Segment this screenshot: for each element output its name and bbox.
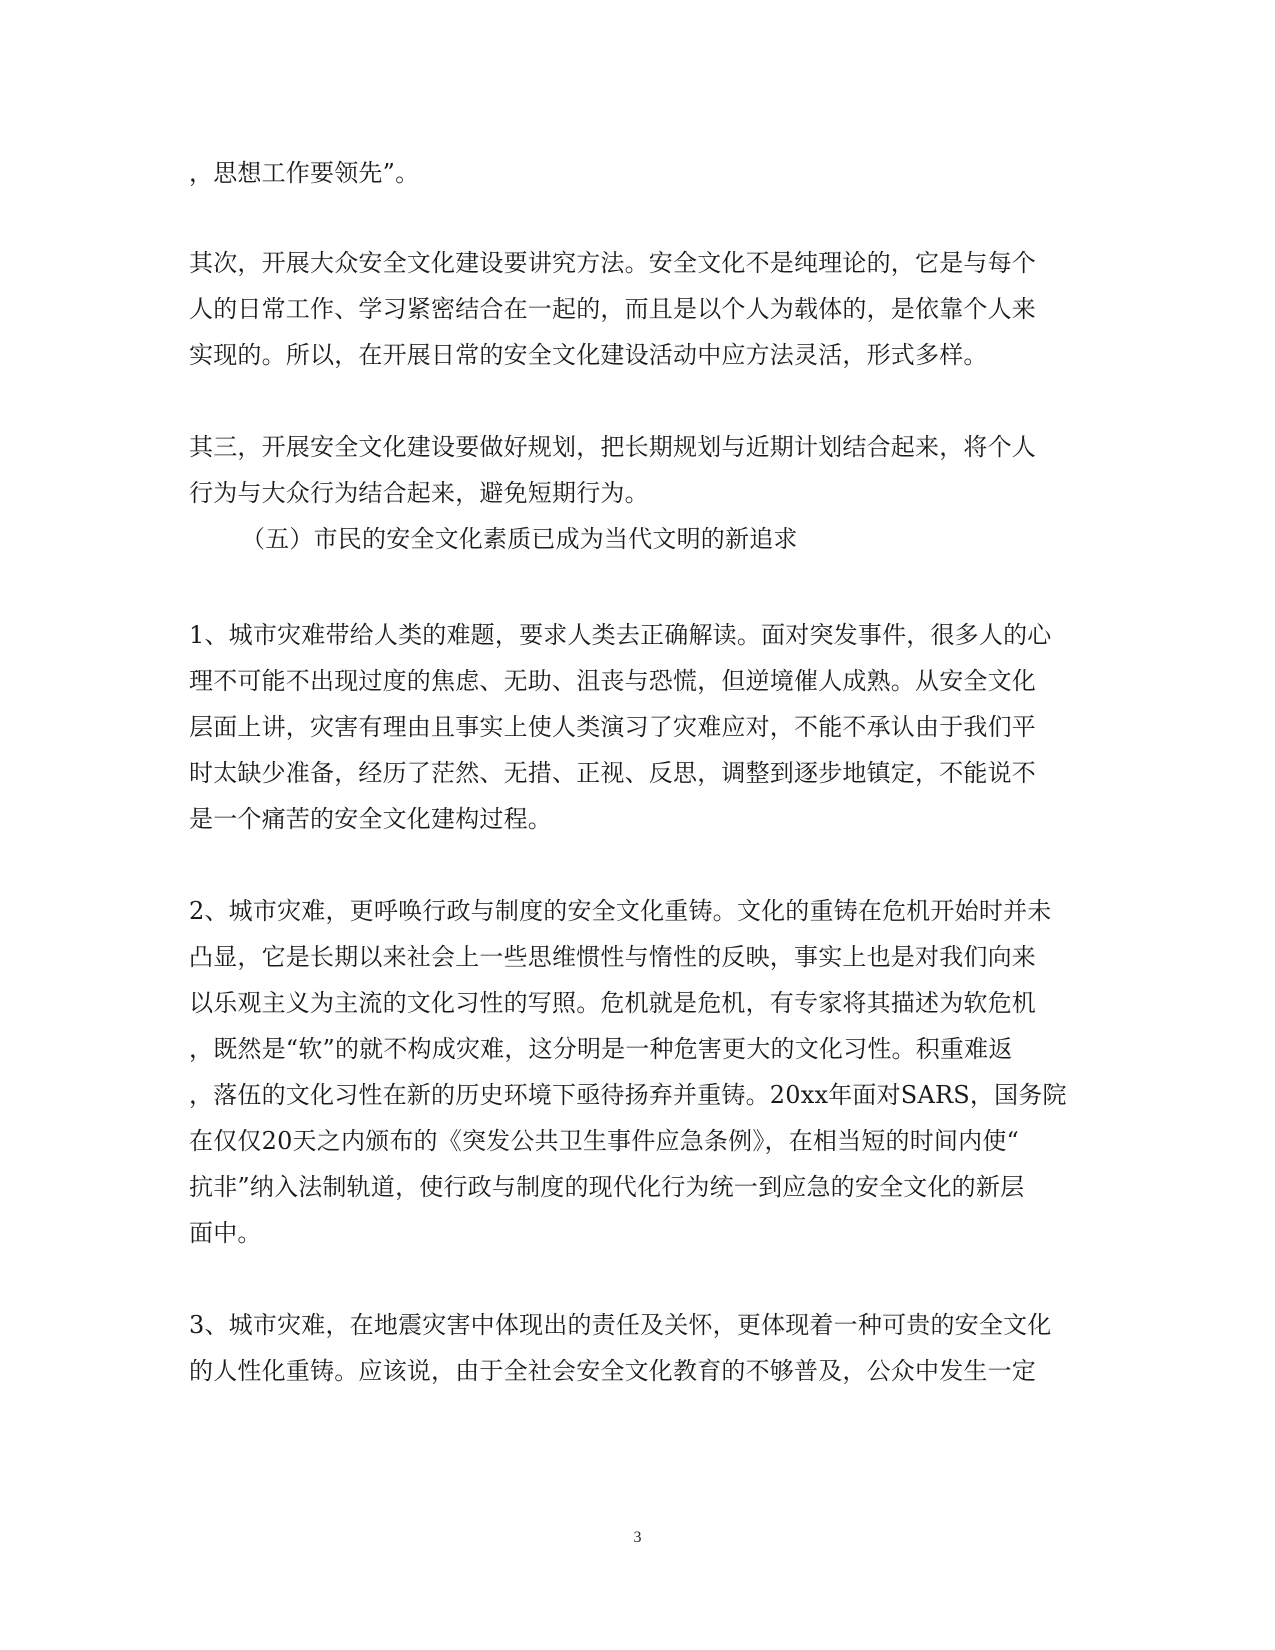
text-line: 时太缺少准备，经历了茫然、无措、正视、反思，调整到逐步地镇定，不能说不 <box>189 759 1036 787</box>
text-line: 凸显，它是长期以来社会上一些思维惯性与惰性的反映，事实上也是对我们向来 <box>189 943 1036 971</box>
text-line: 2、城市灾难，更呼唤行政与制度的安全文化重铸。文化的重铸在危机开始时并未 <box>189 897 1052 925</box>
text-line: 其三，开展安全文化建设要做好规划，把长期规划与近期计划结合起来，将个人 <box>189 433 1036 461</box>
text-line: 层面上讲，灾害有理由且事实上使人类演习了灾难应对，不能不承认由于我们平 <box>189 713 1036 741</box>
text-line: 是一个痛苦的安全文化建构过程。 <box>189 805 552 833</box>
text-line: 的人性化重铸。应该说，由于全社会安全文化教育的不够普及，公众中发生一定 <box>189 1357 1036 1385</box>
text-line: ，既然是“软”的就不构成灾难，这分明是一种危害更大的文化习性。积重难返 <box>189 1035 1013 1063</box>
text-line: 其次，开展大众安全文化建设要讲究方法。安全文化不是纯理论的，它是与每个 <box>189 249 1036 277</box>
text-line: 在仅仅20天之内颁布的《突发公共卫生事件应急条例》，在相当短的时间内使“ <box>189 1127 1020 1155</box>
text-line: 以乐观主义为主流的文化习性的写照。危机就是危机，有专家将其描述为软危机 <box>189 989 1036 1017</box>
text-line: 行为与大众行为结合起来，避免短期行为。 <box>189 479 649 507</box>
text-line: 1、城市灾难带给人类的难题，要求人类去正确解读。面对突发事件，很多人的心 <box>189 621 1052 649</box>
text-line: 实现的。所以，在开展日常的安全文化建设活动中应方法灵活，形式多样。 <box>189 341 988 369</box>
text-line: ，落伍的文化习性在新的历史环境下亟待扬弃并重铸。20xx年面对SARS，国务院 <box>189 1081 1067 1109</box>
text-line: 面中。 <box>189 1219 262 1247</box>
text-line: 抗非”纳入法制轨道，使行政与制度的现代化行为统一到应急的安全文化的新层 <box>189 1173 1025 1201</box>
text-line: 3、城市灾难，在地震灾害中体现出的责任及关怀，更体现着一种可贵的安全文化 <box>189 1311 1052 1339</box>
text-line: 理不可能不出现过度的焦虑、无助、沮丧与恐慌，但逆境催人成熟。从安全文化 <box>189 667 1036 695</box>
page-number: 3 <box>633 1529 642 1546</box>
text-line: ，思想工作要领先”。 <box>189 159 420 187</box>
section-heading: （五）市民的安全文化素质已成为当代文明的新追求 <box>241 525 798 553</box>
text-line: 人的日常工作、学习紧密结合在一起的，而且是以个人为载体的，是依靠个人来 <box>189 295 1036 323</box>
